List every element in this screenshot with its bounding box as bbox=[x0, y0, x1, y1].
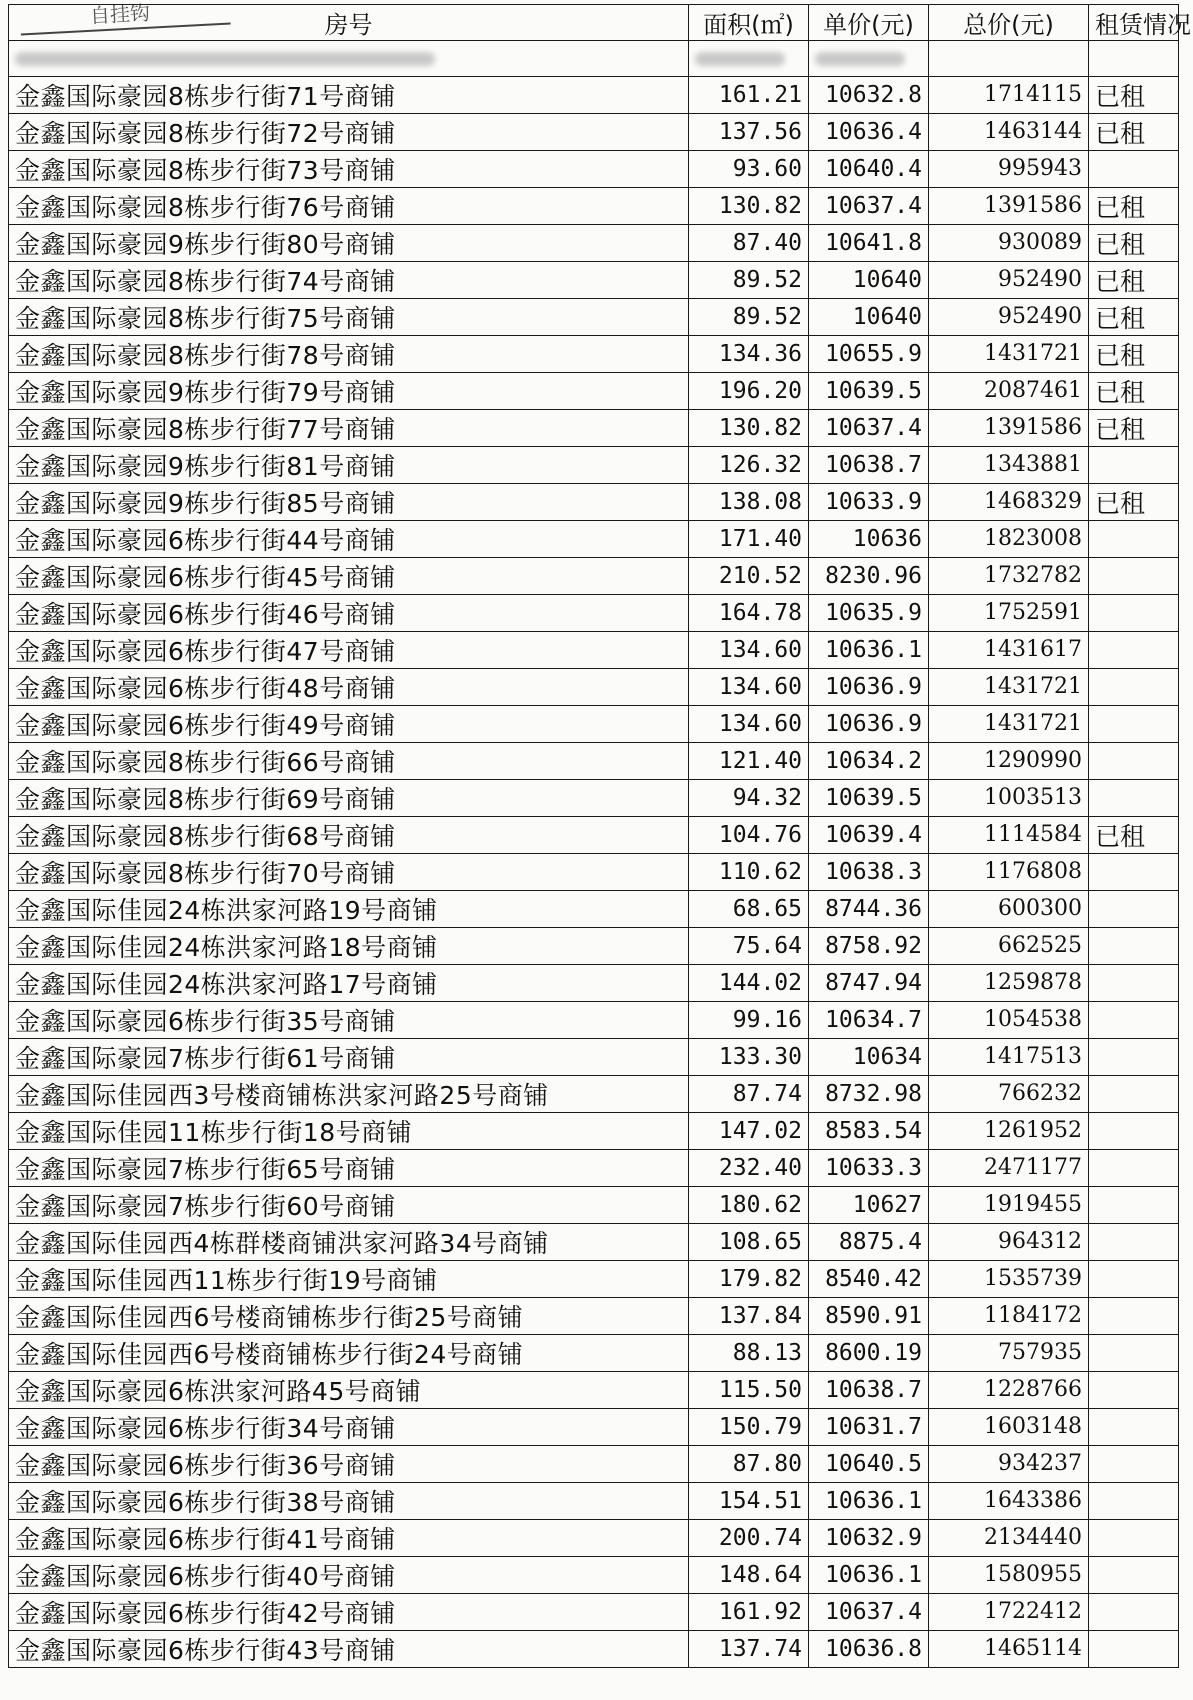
area-cell: 68.65 bbox=[689, 890, 809, 927]
unit-price-cell: 10638.7 bbox=[809, 446, 929, 483]
table-row bbox=[9, 1297, 1179, 1334]
area-cell: 137.74 bbox=[689, 1630, 809, 1667]
area-cell: 87.80 bbox=[689, 1445, 809, 1482]
total-price-cell: 1823008 bbox=[929, 520, 1089, 557]
shop-name-cell: 金鑫国际佳园24栋洪家河路18号商铺 bbox=[9, 927, 689, 964]
unit-price-cell: 10638.3 bbox=[809, 853, 929, 890]
unit-price-cell: 10636.1 bbox=[809, 631, 929, 668]
table-row bbox=[9, 1371, 1179, 1408]
area-cell: 161.92 bbox=[689, 1593, 809, 1630]
rent-status-cell bbox=[1089, 1408, 1179, 1445]
total-price-cell: 1732782 bbox=[929, 557, 1089, 594]
unit-price-cell: 10627 bbox=[809, 1186, 929, 1223]
shop-name-cell: 金鑫国际豪园9栋步行街79号商铺 bbox=[9, 372, 689, 409]
area-cell: 75.64 bbox=[689, 927, 809, 964]
shop-name-cell: 金鑫国际佳园24栋洪家河路19号商铺 bbox=[9, 890, 689, 927]
area-cell: 210.52 bbox=[689, 557, 809, 594]
table-row bbox=[9, 1186, 1179, 1223]
area-cell: 164.78 bbox=[689, 594, 809, 631]
unit-price-cell: 10640 bbox=[809, 298, 929, 335]
table-row bbox=[9, 816, 1179, 853]
total-price-cell: 1643386 bbox=[929, 1482, 1089, 1519]
unit-price-cell: 10639.4 bbox=[809, 816, 929, 853]
redacted-cell bbox=[809, 41, 929, 77]
area-cell: 154.51 bbox=[689, 1482, 809, 1519]
rent-status-cell: 已租 bbox=[1089, 76, 1179, 113]
header-rent: 租赁情况 bbox=[1089, 5, 1179, 41]
rent-status-cell bbox=[1089, 964, 1179, 1001]
rent-status-cell: 已租 bbox=[1089, 113, 1179, 150]
shop-name-cell: 金鑫国际豪园6栋步行街35号商铺 bbox=[9, 1001, 689, 1038]
unit-price-cell: 10636.9 bbox=[809, 668, 929, 705]
rent-status-cell bbox=[1089, 1112, 1179, 1149]
shop-name-cell: 金鑫国际豪园6栋步行街36号商铺 bbox=[9, 1445, 689, 1482]
shop-name-cell: 金鑫国际豪园6栋步行街44号商铺 bbox=[9, 520, 689, 557]
table-row bbox=[9, 261, 1179, 298]
table-row bbox=[9, 76, 1179, 113]
table-row bbox=[9, 742, 1179, 779]
unit-price-cell: 10637.4 bbox=[809, 1593, 929, 1630]
redacted-row bbox=[9, 41, 1179, 77]
rent-status-cell bbox=[1089, 1334, 1179, 1371]
unit-price-cell: 10639.5 bbox=[809, 779, 929, 816]
unit-price-cell: 10641.8 bbox=[809, 224, 929, 261]
unit-price-cell: 8230.96 bbox=[809, 557, 929, 594]
rent-status-cell bbox=[1089, 1593, 1179, 1630]
total-price-cell: 1290990 bbox=[929, 742, 1089, 779]
table-row bbox=[9, 890, 1179, 927]
table-row bbox=[9, 1260, 1179, 1297]
area-cell: 196.20 bbox=[689, 372, 809, 409]
rent-status-cell: 已租 bbox=[1089, 187, 1179, 224]
table-row bbox=[9, 1149, 1179, 1186]
table-row bbox=[9, 1408, 1179, 1445]
area-cell: 93.60 bbox=[689, 150, 809, 187]
unit-price-cell: 10634.7 bbox=[809, 1001, 929, 1038]
area-cell: 99.16 bbox=[689, 1001, 809, 1038]
shop-name-cell: 金鑫国际佳园24栋洪家河路17号商铺 bbox=[9, 964, 689, 1001]
area-cell: 134.60 bbox=[689, 705, 809, 742]
unit-price-cell: 10637.4 bbox=[809, 187, 929, 224]
area-cell: 133.30 bbox=[689, 1038, 809, 1075]
header-total: 总价(元) bbox=[929, 5, 1089, 41]
table-row bbox=[9, 927, 1179, 964]
unit-price-cell: 10636 bbox=[809, 520, 929, 557]
table-row bbox=[9, 668, 1179, 705]
rent-status-cell bbox=[1089, 1556, 1179, 1593]
unit-price-cell: 8875.4 bbox=[809, 1223, 929, 1260]
shop-name-cell: 金鑫国际佳园西11栋步行街19号商铺 bbox=[9, 1260, 689, 1297]
total-price-cell: 1580955 bbox=[929, 1556, 1089, 1593]
shop-name-cell: 金鑫国际豪园8栋步行街74号商铺 bbox=[9, 261, 689, 298]
total-price-cell: 1714115 bbox=[929, 76, 1089, 113]
table-row bbox=[9, 335, 1179, 372]
table-row bbox=[9, 520, 1179, 557]
area-cell: 148.64 bbox=[689, 1556, 809, 1593]
area-cell: 134.60 bbox=[689, 631, 809, 668]
rent-status-cell bbox=[1089, 594, 1179, 631]
total-price-cell: 600300 bbox=[929, 890, 1089, 927]
total-price-cell: 1184172 bbox=[929, 1297, 1089, 1334]
unit-price-cell: 8540.42 bbox=[809, 1260, 929, 1297]
unit-price-cell: 10635.9 bbox=[809, 594, 929, 631]
total-price-cell: 1417513 bbox=[929, 1038, 1089, 1075]
rent-status-cell bbox=[1089, 779, 1179, 816]
table-body bbox=[9, 41, 1179, 1668]
unit-price-cell: 10634 bbox=[809, 1038, 929, 1075]
area-cell: 137.84 bbox=[689, 1297, 809, 1334]
shop-name-cell: 金鑫国际豪园8栋步行街70号商铺 bbox=[9, 853, 689, 890]
total-price-cell: 1391586 bbox=[929, 409, 1089, 446]
total-price-cell: 1431721 bbox=[929, 668, 1089, 705]
unit-price-cell: 10637.4 bbox=[809, 409, 929, 446]
rent-status-cell bbox=[1089, 890, 1179, 927]
total-price-cell: 1261952 bbox=[929, 1112, 1089, 1149]
area-cell: 121.40 bbox=[689, 742, 809, 779]
rent-status-cell: 已租 bbox=[1089, 261, 1179, 298]
area-cell: 179.82 bbox=[689, 1260, 809, 1297]
header-name: 房号 bbox=[9, 5, 689, 41]
area-cell: 94.32 bbox=[689, 779, 809, 816]
area-cell: 144.02 bbox=[689, 964, 809, 1001]
total-price-cell: 1603148 bbox=[929, 1408, 1089, 1445]
rent-status-cell bbox=[1089, 446, 1179, 483]
unit-price-cell: 10632.8 bbox=[809, 76, 929, 113]
table-row bbox=[9, 594, 1179, 631]
unit-price-cell: 10639.5 bbox=[809, 372, 929, 409]
shop-name-cell: 金鑫国际豪园8栋步行街71号商铺 bbox=[9, 76, 689, 113]
rent-status-cell bbox=[1089, 520, 1179, 557]
table-row bbox=[9, 964, 1179, 1001]
table-header-row bbox=[9, 5, 1179, 41]
area-cell: 134.36 bbox=[689, 335, 809, 372]
total-price-cell: 766232 bbox=[929, 1075, 1089, 1112]
area-cell: 147.02 bbox=[689, 1112, 809, 1149]
shop-name-cell: 金鑫国际豪园9栋步行街81号商铺 bbox=[9, 446, 689, 483]
table-row bbox=[9, 372, 1179, 409]
shop-name-cell: 金鑫国际豪园8栋步行街66号商铺 bbox=[9, 742, 689, 779]
shop-name-cell: 金鑫国际豪园6栋步行街45号商铺 bbox=[9, 557, 689, 594]
unit-price-cell: 8744.36 bbox=[809, 890, 929, 927]
rent-status-cell bbox=[1089, 1445, 1179, 1482]
shop-name-cell: 金鑫国际豪园9栋步行街80号商铺 bbox=[9, 224, 689, 261]
total-price-cell: 2471177 bbox=[929, 1149, 1089, 1186]
table-row bbox=[9, 1001, 1179, 1038]
total-price-cell: 1343881 bbox=[929, 446, 1089, 483]
unit-price-cell: 10636.8 bbox=[809, 1630, 929, 1667]
area-cell: 126.32 bbox=[689, 446, 809, 483]
total-price-cell: 1919455 bbox=[929, 1186, 1089, 1223]
shop-name-cell: 金鑫国际豪园6栋洪家河路45号商铺 bbox=[9, 1371, 689, 1408]
total-price-cell: 1465114 bbox=[929, 1630, 1089, 1667]
unit-price-cell: 10640.4 bbox=[809, 150, 929, 187]
area-cell: 134.60 bbox=[689, 668, 809, 705]
rent-status-cell bbox=[1089, 1630, 1179, 1667]
shop-name-cell: 金鑫国际豪园6栋步行街48号商铺 bbox=[9, 668, 689, 705]
rent-status-cell: 已租 bbox=[1089, 483, 1179, 520]
table-row bbox=[9, 1223, 1179, 1260]
rent-status-cell: 已租 bbox=[1089, 298, 1179, 335]
shop-name-cell: 金鑫国际豪园7栋步行街61号商铺 bbox=[9, 1038, 689, 1075]
table-row bbox=[9, 1630, 1179, 1667]
redacted-cell bbox=[9, 41, 689, 77]
unit-price-cell: 10631.7 bbox=[809, 1408, 929, 1445]
unit-price-cell: 8590.91 bbox=[809, 1297, 929, 1334]
rent-status-cell bbox=[1089, 557, 1179, 594]
area-cell: 232.40 bbox=[689, 1149, 809, 1186]
shop-name-cell: 金鑫国际佳园西6号楼商铺栋步行街24号商铺 bbox=[9, 1334, 689, 1371]
area-cell: 150.79 bbox=[689, 1408, 809, 1445]
area-cell: 137.56 bbox=[689, 113, 809, 150]
unit-price-cell: 8732.98 bbox=[809, 1075, 929, 1112]
unit-price-cell: 10640.5 bbox=[809, 1445, 929, 1482]
area-cell: 180.62 bbox=[689, 1186, 809, 1223]
shop-name-cell: 金鑫国际豪园8栋步行街77号商铺 bbox=[9, 409, 689, 446]
total-price-cell: 1003513 bbox=[929, 779, 1089, 816]
shop-name-cell: 金鑫国际豪园6栋步行街38号商铺 bbox=[9, 1482, 689, 1519]
table-row bbox=[9, 1075, 1179, 1112]
total-price-cell: 952490 bbox=[929, 261, 1089, 298]
table-row bbox=[9, 631, 1179, 668]
total-price-cell: 1468329 bbox=[929, 483, 1089, 520]
shop-name-cell: 金鑫国际豪园8栋步行街78号商铺 bbox=[9, 335, 689, 372]
shop-name-cell: 金鑫国际豪园8栋步行街69号商铺 bbox=[9, 779, 689, 816]
table-row bbox=[9, 1445, 1179, 1482]
total-price-cell: 934237 bbox=[929, 1445, 1089, 1482]
shop-name-cell: 金鑫国际豪园8栋步行街68号商铺 bbox=[9, 816, 689, 853]
rent-status-cell bbox=[1089, 1371, 1179, 1408]
total-price-cell: 662525 bbox=[929, 927, 1089, 964]
area-cell: 89.52 bbox=[689, 261, 809, 298]
area-cell: 87.74 bbox=[689, 1075, 809, 1112]
rent-status-cell bbox=[1089, 1149, 1179, 1186]
table-row bbox=[9, 705, 1179, 742]
redacted-cell bbox=[689, 41, 809, 77]
rent-status-cell: 已租 bbox=[1089, 372, 1179, 409]
area-cell: 87.40 bbox=[689, 224, 809, 261]
area-cell: 200.74 bbox=[689, 1519, 809, 1556]
area-cell: 138.08 bbox=[689, 483, 809, 520]
total-price-cell: 964312 bbox=[929, 1223, 1089, 1260]
unit-price-cell: 10632.9 bbox=[809, 1519, 929, 1556]
rent-status-cell bbox=[1089, 1075, 1179, 1112]
unit-price-cell: 8758.92 bbox=[809, 927, 929, 964]
rent-status-cell bbox=[1089, 927, 1179, 964]
shop-name-cell: 金鑫国际佳园西4栋群楼商铺洪家河路34号商铺 bbox=[9, 1223, 689, 1260]
rent-status-cell: 已租 bbox=[1089, 816, 1179, 853]
rent-status-cell bbox=[1089, 150, 1179, 187]
area-cell: 88.13 bbox=[689, 1334, 809, 1371]
rent-status-cell bbox=[1089, 631, 1179, 668]
unit-price-cell: 10636.1 bbox=[809, 1482, 929, 1519]
area-cell: 161.21 bbox=[689, 76, 809, 113]
total-price-cell: 1259878 bbox=[929, 964, 1089, 1001]
header-area: 面积(㎡) bbox=[689, 5, 809, 41]
table-row bbox=[9, 224, 1179, 261]
rent-status-cell bbox=[1089, 1186, 1179, 1223]
rent-status-cell: 已租 bbox=[1089, 224, 1179, 261]
redacted-cell bbox=[929, 41, 1089, 77]
total-price-cell: 1722412 bbox=[929, 1593, 1089, 1630]
unit-price-cell: 10636.1 bbox=[809, 1556, 929, 1593]
area-cell: 130.82 bbox=[689, 187, 809, 224]
rent-status-cell bbox=[1089, 668, 1179, 705]
table-row bbox=[9, 557, 1179, 594]
shop-name-cell: 金鑫国际豪园6栋步行街46号商铺 bbox=[9, 594, 689, 631]
shop-name-cell: 金鑫国际豪园6栋步行街42号商铺 bbox=[9, 1593, 689, 1630]
shop-name-cell: 金鑫国际豪园6栋步行街49号商铺 bbox=[9, 705, 689, 742]
unit-price-cell: 10636.9 bbox=[809, 705, 929, 742]
shop-name-cell: 金鑫国际豪园6栋步行街40号商铺 bbox=[9, 1556, 689, 1593]
unit-price-cell: 10655.9 bbox=[809, 335, 929, 372]
table-row bbox=[9, 1556, 1179, 1593]
table-row bbox=[9, 1593, 1179, 1630]
shop-name-cell: 金鑫国际豪园6栋步行街47号商铺 bbox=[9, 631, 689, 668]
total-price-cell: 2134440 bbox=[929, 1519, 1089, 1556]
table-row bbox=[9, 150, 1179, 187]
unit-price-cell: 8583.54 bbox=[809, 1112, 929, 1149]
unit-price-cell: 10638.7 bbox=[809, 1371, 929, 1408]
listing-table bbox=[8, 4, 1191, 1668]
rent-status-cell bbox=[1089, 1038, 1179, 1075]
total-price-cell: 1431721 bbox=[929, 705, 1089, 742]
unit-price-cell: 10633.3 bbox=[809, 1149, 929, 1186]
total-price-cell: 2087461 bbox=[929, 372, 1089, 409]
rent-status-cell: 已租 bbox=[1089, 409, 1179, 446]
total-price-cell: 1463144 bbox=[929, 113, 1089, 150]
shop-name-cell: 金鑫国际豪园8栋步行街75号商铺 bbox=[9, 298, 689, 335]
table-row bbox=[9, 483, 1179, 520]
unit-price-cell: 10640 bbox=[809, 261, 929, 298]
total-price-cell: 1114584 bbox=[929, 816, 1089, 853]
rent-status-cell bbox=[1089, 1223, 1179, 1260]
area-cell: 104.76 bbox=[689, 816, 809, 853]
table-row bbox=[9, 1334, 1179, 1371]
total-price-cell: 930089 bbox=[929, 224, 1089, 261]
total-price-cell: 1431617 bbox=[929, 631, 1089, 668]
total-price-cell: 995943 bbox=[929, 150, 1089, 187]
table-row bbox=[9, 1482, 1179, 1519]
table-row bbox=[9, 853, 1179, 890]
rent-status-cell bbox=[1089, 742, 1179, 779]
table-row bbox=[9, 113, 1179, 150]
table-row bbox=[9, 1112, 1179, 1149]
table-row bbox=[9, 298, 1179, 335]
area-cell: 108.65 bbox=[689, 1223, 809, 1260]
table-row bbox=[9, 779, 1179, 816]
total-price-cell: 1431721 bbox=[929, 335, 1089, 372]
rent-status-cell bbox=[1089, 1001, 1179, 1038]
shop-name-cell: 金鑫国际豪园6栋步行街34号商铺 bbox=[9, 1408, 689, 1445]
shop-name-cell: 金鑫国际豪园6栋步行街41号商铺 bbox=[9, 1519, 689, 1556]
shop-name-cell: 金鑫国际豪园8栋步行街73号商铺 bbox=[9, 150, 689, 187]
unit-price-cell: 10633.9 bbox=[809, 483, 929, 520]
shop-name-cell: 金鑫国际豪园7栋步行街65号商铺 bbox=[9, 1149, 689, 1186]
shop-name-cell: 金鑫国际豪园9栋步行街85号商铺 bbox=[9, 483, 689, 520]
total-price-cell: 1176808 bbox=[929, 853, 1089, 890]
table-row bbox=[9, 1038, 1179, 1075]
area-cell: 130.82 bbox=[689, 409, 809, 446]
table-row bbox=[9, 446, 1179, 483]
unit-price-cell: 10636.4 bbox=[809, 113, 929, 150]
total-price-cell: 1391586 bbox=[929, 187, 1089, 224]
table-row bbox=[9, 187, 1179, 224]
rent-status-cell: 已租 bbox=[1089, 335, 1179, 372]
area-cell: 115.50 bbox=[689, 1371, 809, 1408]
area-cell: 171.40 bbox=[689, 520, 809, 557]
rent-status-cell bbox=[1089, 853, 1179, 890]
area-cell: 89.52 bbox=[689, 298, 809, 335]
total-price-cell: 1228766 bbox=[929, 1371, 1089, 1408]
unit-price-cell: 8747.94 bbox=[809, 964, 929, 1001]
shop-name-cell: 金鑫国际佳园西3号楼商铺栋洪家河路25号商铺 bbox=[9, 1075, 689, 1112]
rent-status-cell bbox=[1089, 1519, 1179, 1556]
shop-name-cell: 金鑫国际佳园11栋步行街18号商铺 bbox=[9, 1112, 689, 1149]
rent-status-cell bbox=[1089, 1297, 1179, 1334]
area-cell: 110.62 bbox=[689, 853, 809, 890]
total-price-cell: 1752591 bbox=[929, 594, 1089, 631]
stamp-mark: 自挂钩 bbox=[19, 0, 230, 35]
total-price-cell: 757935 bbox=[929, 1334, 1089, 1371]
unit-price-cell: 10634.2 bbox=[809, 742, 929, 779]
redacted-cell bbox=[1089, 41, 1179, 77]
header-unit-price: 单价(元) bbox=[809, 5, 929, 41]
unit-price-cell: 8600.19 bbox=[809, 1334, 929, 1371]
rent-status-cell bbox=[1089, 705, 1179, 742]
table-row bbox=[9, 409, 1179, 446]
table-row bbox=[9, 1519, 1179, 1556]
total-price-cell: 1535739 bbox=[929, 1260, 1089, 1297]
shop-name-cell: 金鑫国际豪园8栋步行街72号商铺 bbox=[9, 113, 689, 150]
shop-name-cell: 金鑫国际豪园7栋步行街60号商铺 bbox=[9, 1186, 689, 1223]
shop-name-cell: 金鑫国际佳园西6号楼商铺栋步行街25号商铺 bbox=[9, 1297, 689, 1334]
rent-status-cell bbox=[1089, 1260, 1179, 1297]
shop-name-cell: 金鑫国际豪园8栋步行街76号商铺 bbox=[9, 187, 689, 224]
rent-status-cell bbox=[1089, 1482, 1179, 1519]
total-price-cell: 1054538 bbox=[929, 1001, 1089, 1038]
shop-name-cell: 金鑫国际豪园6栋步行街43号商铺 bbox=[9, 1630, 689, 1667]
total-price-cell: 952490 bbox=[929, 298, 1089, 335]
